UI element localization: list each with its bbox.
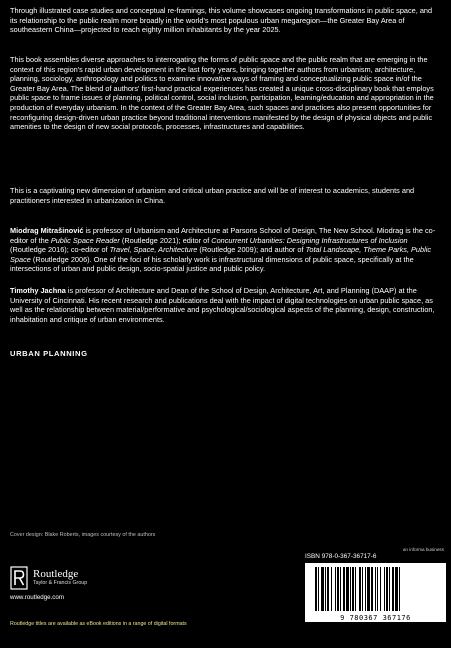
publisher-name: Routledge — [33, 568, 79, 580]
author-bio-1: Miodrag Mitrašinović is professor of Urbanism and Architecture at Parsons School of Design, The New School. Miodrag is the co-editor of the Public Space Reader (Routledge 2021); editor of Concurrent Urbanities: Designing Infrastructures of Inclusion (Routledge 2016); co-editor of Travel, Space, Architecture (Routledge 2009); and author of Total Landscape, Theme Parks, Public Space (Routledge 2006). One of the foci of his scholarly work is infrastructural dimensions of public space, specifically at the intersections of urban and public design, socio-spatial justice and public policy. — [10, 226, 436, 274]
barcode-bars-icon — [305, 563, 446, 613]
isbn-block — [305, 547, 451, 622]
ebook-note: Routledge titles are available as eBook editions in a range of digital formats — [10, 621, 187, 627]
routledge-logo-icon — [10, 566, 28, 590]
subject-category: URBAN PLANNING — [10, 349, 88, 358]
author-bio-2: Timothy Jachna is professor of Architecture and Dean of the School of Design, Architecture, Art, and Planning (DAAP) at the University of Cincinnati. His recent research and publications deal with the impact of digital technologies on urban public space, as well as the relationship between material/performative and psychological/sociological aspects of the planning, design, construction, inhabitation and critique of urban environments. — [10, 286, 435, 324]
barcode-number: 9 780367 367176 — [340, 614, 411, 622]
author-name: Miodrag Mitrašinović — [10, 226, 84, 235]
back-cover — [10, 0, 441, 648]
blurb-paragraph-3: This is a captivating new dimension of urbanism and critical urban practice and will be of interest to academics, students and practitioners interested in urbanization in China. — [10, 186, 415, 205]
publisher-logo — [10, 566, 87, 590]
isbn-text: ISBN 978-0-367-36717-6 — [305, 553, 377, 560]
informa-tagline: an informa business — [402, 547, 444, 552]
blurb-paragraph-2: This book assembles diverse approaches to interrogating the forms of public space and the public realm that are emerging in the context of this region's rapid urban development in the last forty years, bringing together authors from urbanism, architecture, planning, sociology, anthropology and politics to examine innovative ways of framing and conceptualizing public space in/of the Greater Bay Area. The blend of authors' first-hand practical experiences has created a unique cross-disciplinary book that employs public space to frame issues of planning, political control, social inclusion, participation, learning/education and appropriation in the production of everyday urbanism. In the context of the Greater Bay Area, such spaces and practices also present opportunities for reconfiguring design-driven urban practice beyond traditional interventions manifested by the design of physical objects and public amenities to the design of new social protocols, processes, infrastructures and capabilities. — [10, 55, 434, 132]
author-name: Timothy Jachna — [10, 286, 66, 295]
cover-credit: Cover design: Blake Roberts, images courtesy of the authors — [10, 532, 156, 538]
barcode — [305, 563, 446, 622]
blurb-paragraph-1: Through illustrated case studies and conceptual re-framings, this volume showcases ongoing transformations in public space, and its relationship to the public realm more broadly in the world's most populous urban megaregion—the Greater Bay Area of southeastern China—projected to reach eighty million inhabitants by the year 2025. — [10, 6, 433, 35]
publisher-group: Taylor & Francis Group — [33, 580, 88, 586]
publisher-url[interactable]: www.routledge.com — [10, 594, 64, 601]
